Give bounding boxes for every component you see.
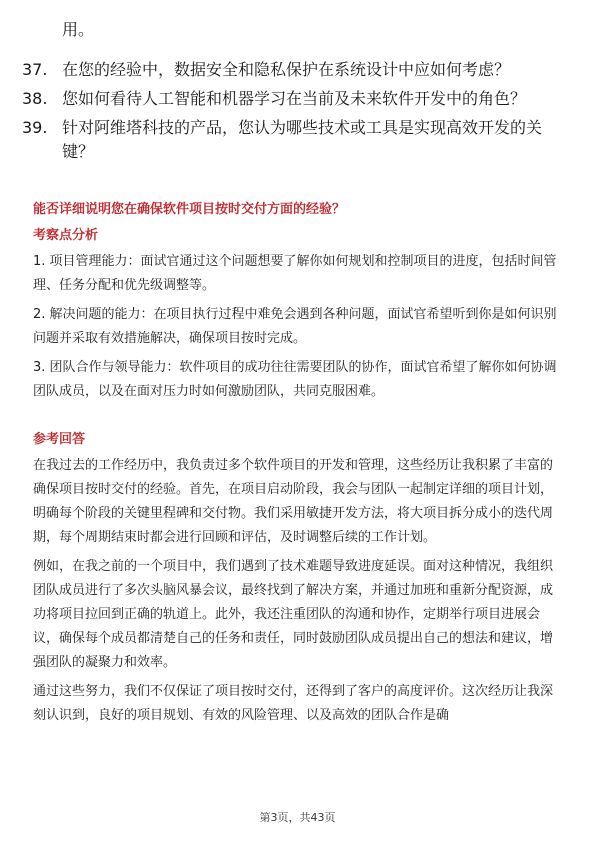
- main-question-heading: 能否详细说明您在确保软件项目按时交付方面的经验？: [33, 202, 346, 217]
- question-text: 在您的经验中，数据安全和隐私保护在系统设计中应如何考虑？: [62, 60, 511, 79]
- reference-heading: 参考回答: [33, 432, 86, 447]
- reference-body: [33, 454, 563, 733]
- question-item: [22, 58, 567, 82]
- analysis-item: 3. 团队合作与领导能力：软件项目的成功往往需要团队的协作，面试官希望了解你如何协调团队成员，以及在面对压力时如何激励团队，共同克服困难。: [33, 360, 557, 399]
- analysis-item: 2. 解决问题的能力：在项目执行过程中难免会遇到各种问题，面试官希望听到你是如何识别问题并采取有效措施解决，确保项目按时完成。: [33, 307, 557, 346]
- question-list: [22, 58, 567, 169]
- reference-paragraph: 例如，在我之前的一个项目中，我们遇到了技术难题导致进度延误。面对这种情况，我组织团队成员进行了多次头脑风暴会议，最终找到了解决方案，并通过加班和重新分配资源，成功将项目拉回到正确的轨道上。此外，我还注重团队的沟通和协作，定期举行项目进展会议，确保每个成员都清楚自己的任务和责任，同时鼓励团队成员提出自己的想法和建议，增强团队的凝聚力和效率。: [33, 559, 554, 670]
- question-text: 针对阿维塔科技的产品，您认为哪些技术或工具是实现高效开发的关键？: [62, 118, 543, 161]
- question-item: [22, 116, 567, 164]
- analysis-heading: 考察点分析: [33, 228, 99, 243]
- question-number: 38.: [22, 89, 48, 108]
- reference-paragraph: 在我过去的工作经历中，我负责过多个软件项目的开发和管理，这些经历让我积累了丰富的确保项目按时交付的经验。首先，在项目启动阶段，我会与团队一起制定详细的项目计划，明确每个阶段的关键里程碑和交付物。我们采用敏捷开发方法，将大项目拆分成小的迭代周期，每个周期结束时都会进行回顾和评估，及时调整后续的工作计划。: [33, 458, 554, 545]
- reference-paragraph: 通过这些努力，我们不仅保证了项目按时交付，还得到了客户的高度评价。这次经历让我深刻认识到，良好的项目规划、有效的风险管理、以及高效的团队合作是确: [33, 684, 554, 723]
- page-footer: 第3页，共43页: [259, 811, 336, 824]
- question-number: 37.: [22, 60, 48, 79]
- analysis-body: [33, 250, 563, 409]
- analysis-item: 1. 项目管理能力：面试官通过这个问题想要了解你如何规划和控制项目的进度，包括时间管理、任务分配和优先级调整等。: [33, 254, 557, 293]
- question-item: [22, 87, 567, 111]
- question-number: 39.: [22, 118, 48, 137]
- question-text: 您如何看待人工智能和机器学习在当前及未来软件开发中的角色？: [62, 89, 527, 108]
- continuation-text: 用。: [62, 20, 95, 39]
